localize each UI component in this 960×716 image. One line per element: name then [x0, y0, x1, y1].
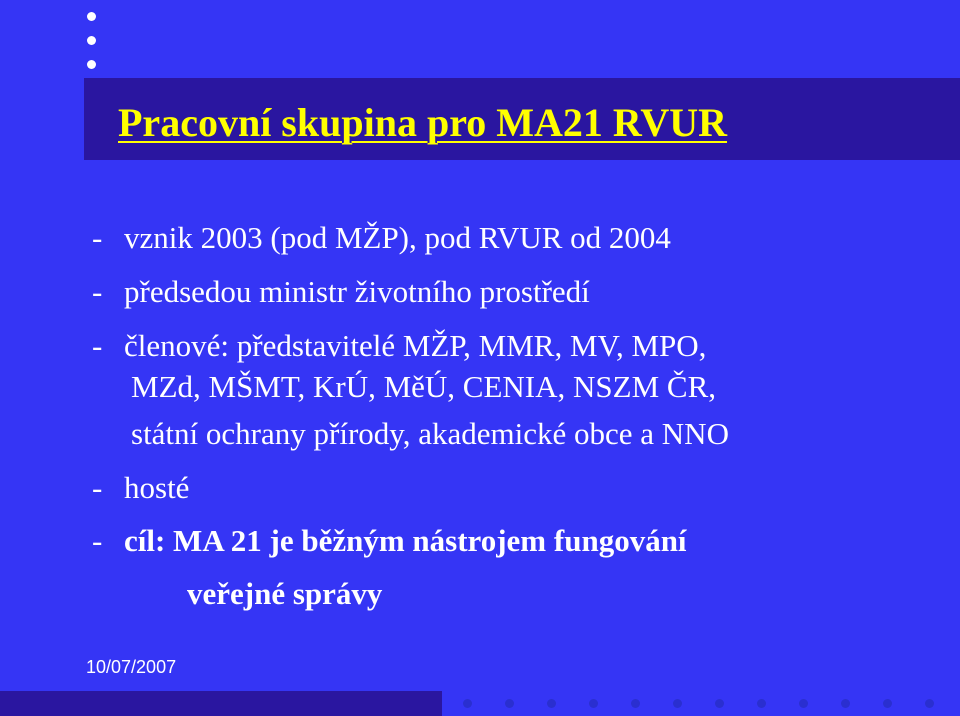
decorative-dot — [673, 699, 682, 708]
slide-title: Pracovní skupina pro MA21 RVUR — [118, 100, 728, 145]
bullet-dash: - — [92, 523, 103, 558]
bullet-text-continuation: státní ochrany přírody, akademické obce a NNO — [131, 416, 729, 451]
decorative-dot — [799, 699, 808, 708]
decorative-dot — [715, 699, 724, 708]
bullet-text-bold-continuation: veřejné správy — [187, 576, 383, 611]
bullet-text: hosté — [124, 470, 190, 505]
bullet-text: členové: představitelé MŽP, MMR, MV, MPO, — [124, 328, 707, 363]
bottom-bar — [0, 691, 442, 716]
bullet-dash: - — [92, 220, 103, 255]
bullet-text-bold: cíl: MA 21 je běžným nástrojem fungování — [124, 523, 687, 558]
decorative-dot — [757, 699, 766, 708]
bullet-text: předsedou ministr životního prostředí — [124, 274, 590, 309]
decorative-dot — [547, 699, 556, 708]
decorative-dot — [925, 699, 934, 708]
decorative-dot — [883, 699, 892, 708]
decorative-dot — [463, 699, 472, 708]
bullet-dash: - — [92, 470, 103, 505]
bullet-text-continuation: MZd, MŠMT, KrÚ, MěÚ, CENIA, NSZM ČR, — [131, 369, 717, 404]
decorative-dot — [841, 699, 850, 708]
decorative-dot — [631, 699, 640, 708]
footer-date: 10/07/2007 — [86, 657, 177, 677]
bullet-dash: - — [92, 328, 103, 363]
bullet-text: vznik 2003 (pod MŽP), pod RVUR od 2004 — [124, 220, 671, 255]
decorative-dot — [505, 699, 514, 708]
bullet-dash: - — [92, 274, 103, 309]
decorative-dot — [589, 699, 598, 708]
